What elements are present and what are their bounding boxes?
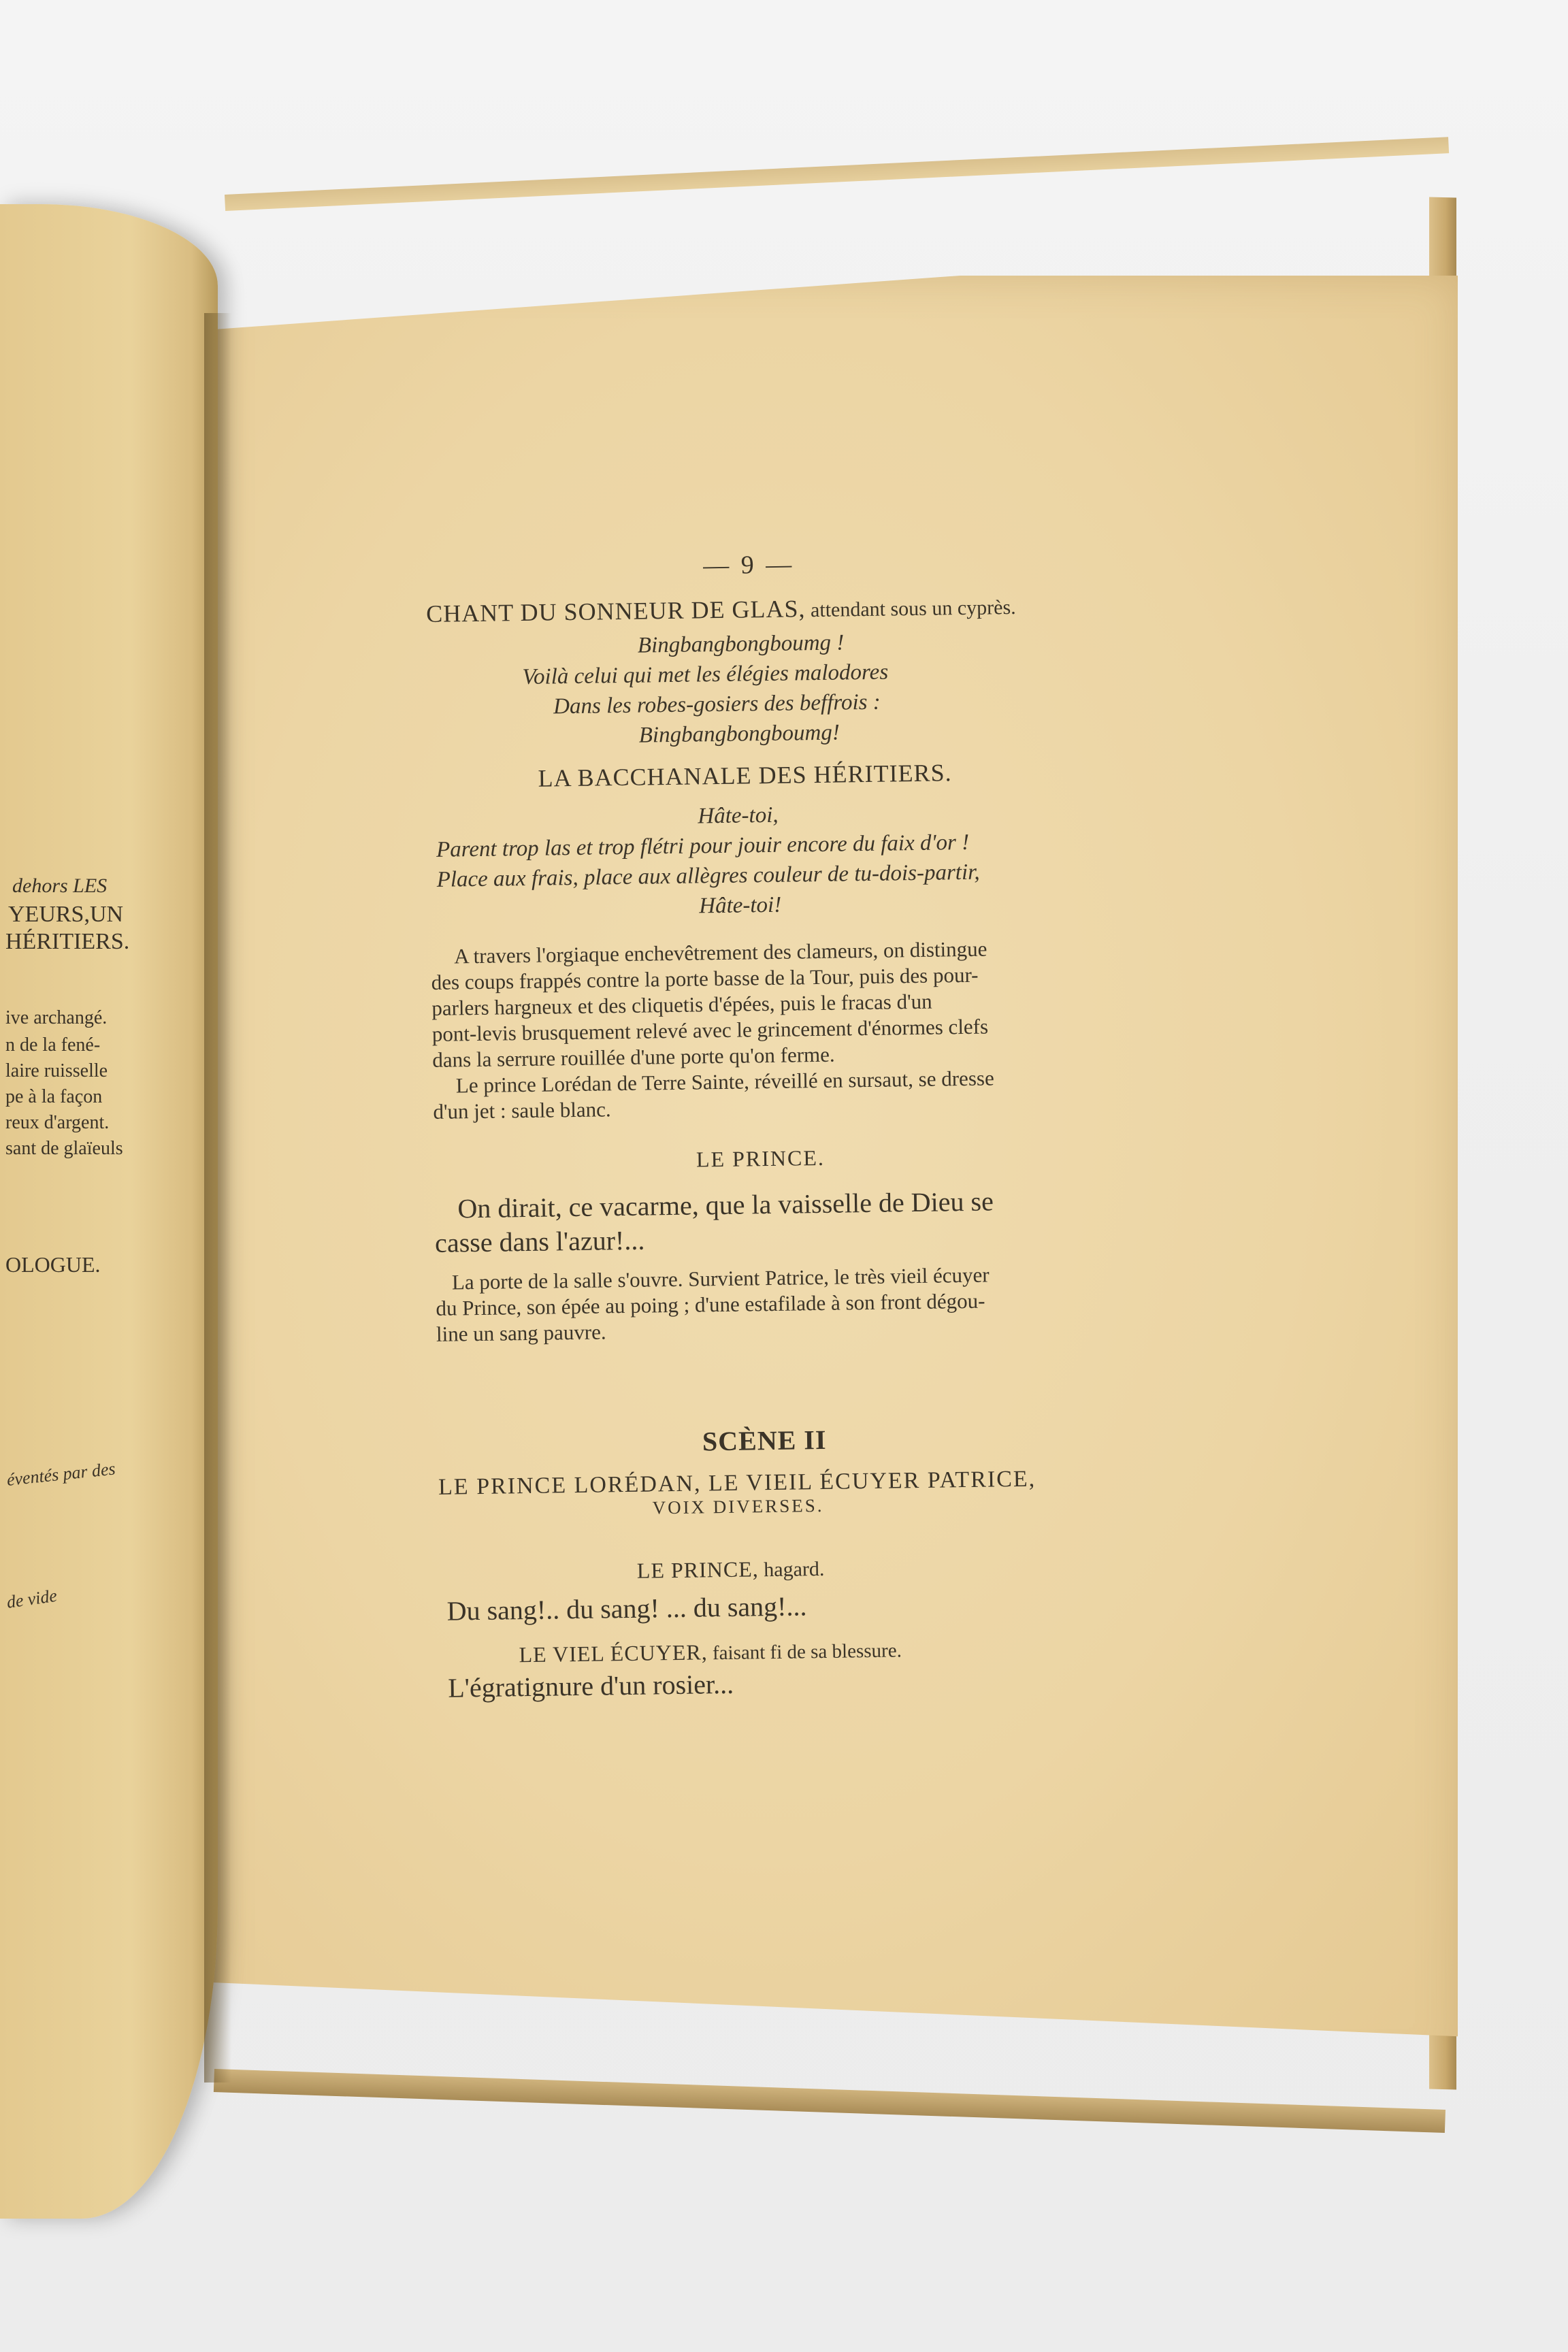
- paragraph-1: [431, 935, 1086, 1073]
- left-page: [0, 204, 218, 2219]
- prince-speech: [434, 1183, 1088, 1260]
- speaker-label: LE PRINCE,: [636, 1556, 759, 1583]
- paragraph-3: [436, 1260, 1090, 1347]
- chant-stage-direction: attendant sous un cyprès.: [805, 595, 1016, 622]
- left-fragment: ive archangé.: [5, 1007, 108, 1028]
- paragraph-2: [433, 1064, 1087, 1125]
- scene-title: SCÈNE II: [702, 1424, 827, 1457]
- bacchanale-heading: LA BACCHANALE DES HÉRITIERS.: [538, 759, 952, 792]
- verse-line: Parent trop las et trop flétri pour jouir encore du faix d'or !: [436, 830, 970, 862]
- speaker-label: LE VIEL ÉCUYER,: [519, 1639, 708, 1667]
- cast-line: LE PRINCE LORÉDAN, LE VIEIL ÉCUYER PATRICE,: [438, 1466, 1036, 1500]
- verse-line: Place aux frais, place aux allègres couleur de tu-dois-partir,: [436, 860, 980, 892]
- prose-line: A travers l'orgiaque enchevêtrement des clameurs, on distingue: [453, 936, 987, 968]
- speaker-label: LE PRINCE.: [696, 1145, 826, 1172]
- left-fragment: HÉRITIERS.: [5, 929, 130, 954]
- left-fragment: de vide: [5, 1585, 59, 1612]
- page-edge-top: [225, 137, 1449, 211]
- prose-line: parlers hargneux et des cliquetis d'épées, puis le fracas d'un: [431, 989, 932, 1020]
- prose-line: d'un jet : saule blanc.: [433, 1097, 611, 1124]
- prose-line: line un sang pauvre.: [436, 1320, 606, 1346]
- chant-heading-line: [426, 591, 1079, 628]
- page-number: — 9 —: [702, 550, 795, 581]
- page-edge-bottom: [214, 2069, 1446, 2133]
- speech-line: Du sang!.. du sang! ... du sang!...: [446, 1590, 807, 1627]
- stage-direction: hagard.: [758, 1557, 825, 1582]
- verse-line: Hâte-toi!: [698, 892, 782, 919]
- speech-line: On dirait, ce vacarme, que la vaisselle de Dieu se: [457, 1186, 994, 1224]
- cast-sub: VOIX DIVERSES.: [652, 1494, 824, 1518]
- prose-line: du Prince, son épée au poing ; d'une estafilade à son front dégou-: [436, 1288, 985, 1320]
- prose-line: Le prince Lorédan de Terre Sainte, réveillé en sursaut, se dresse: [455, 1066, 994, 1098]
- verse-line: Dans les robes-gosiers des beffrois :: [553, 689, 881, 719]
- speech-line: casse dans l'azur!...: [434, 1224, 645, 1258]
- prose-line: La porte de la salle s'ouvre. Survient Patrice, le très vieil écuyer: [451, 1262, 990, 1294]
- gutter-shadow: [204, 313, 231, 2082]
- prose-line: pont-levis brusquement relevé avec le grincement d'énormes clefs: [431, 1014, 989, 1046]
- left-fragment: éventés par des: [5, 1458, 116, 1490]
- verse-line: Hâte-toi,: [698, 802, 779, 829]
- bacchanale-verses: [429, 796, 1083, 925]
- left-fragment: reux d'argent.: [5, 1112, 110, 1133]
- prose-line: des coups frappés contre la porte basse de la Tour, puis des pour-: [431, 962, 979, 994]
- verse-line: Voilà celui qui met les élégies malodores: [522, 659, 889, 690]
- left-fragment: OLOGUE.: [5, 1252, 101, 1277]
- chant-heading: CHANT DU SONNEUR DE GLAS,: [425, 595, 806, 627]
- speech-line: L'égratignure d'un rosier...: [447, 1668, 734, 1703]
- left-fragment: n de la fené-: [5, 1034, 101, 1056]
- prose-line: dans la serrure rouillée d'une porte qu'on ferme.: [432, 1042, 835, 1072]
- left-fragment: sant de glaïeuls: [5, 1138, 123, 1159]
- left-fragment: dehors LES: [12, 875, 108, 897]
- stage-direction: faisant fi de sa blessure.: [707, 1639, 902, 1665]
- left-fragment: pe à la façon: [5, 1086, 103, 1107]
- verse-line: Bingbangbongboumg!: [638, 720, 840, 748]
- left-fragment: YEURS,UN: [8, 902, 124, 927]
- verse-line: Bingbangbongboumg !: [637, 630, 845, 658]
- page-text: [425, 546, 1095, 1705]
- left-fragment: laire ruisselle: [5, 1060, 108, 1081]
- chant-verses: [427, 625, 1081, 753]
